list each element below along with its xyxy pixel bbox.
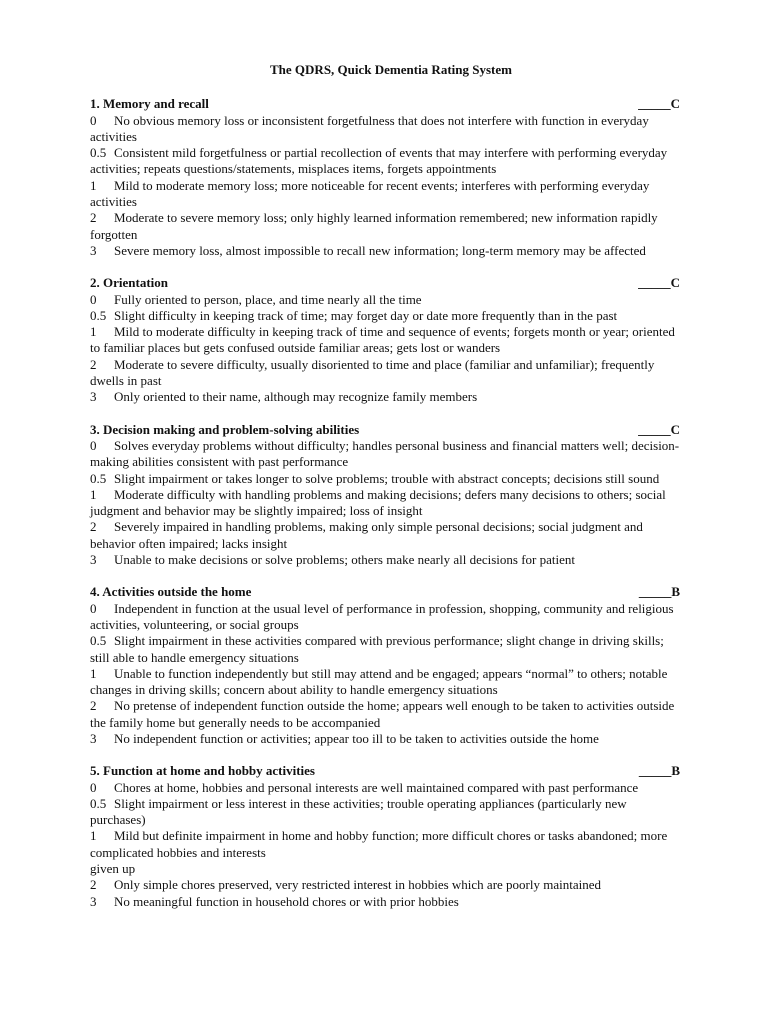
option-description: Unable to function independently but still may attend and be engaged; appears “normal” to others; notable changes in driving skills; concern about ability to handle emergency situations (90, 665, 668, 698)
option-score: 1 (90, 324, 97, 340)
option-description: Slight impairment in these activities compared with previous performance; slight change in driving skills; still able to handle emergency situations (90, 633, 664, 665)
section-rating-blank: _____C (638, 421, 680, 437)
section-heading: 2. Orientation (90, 275, 168, 291)
option-score: 0 (90, 779, 97, 795)
rating-option (90, 519, 680, 552)
option-description: Consistent mild forgetfulness or partial recollection of events that may interfere with performing everyday activities; repeats questions/statements, misplaces items, forgets appointments (90, 145, 668, 177)
option-description: No independent function or activities; appear too ill to be taken to activities outside the home (114, 730, 599, 746)
rating-option (90, 780, 680, 796)
option-score: 0.5 (90, 307, 107, 323)
option-score: 0.5 (90, 470, 107, 486)
section-header (90, 96, 680, 112)
section-header (90, 763, 680, 779)
rating-section (90, 96, 680, 259)
option-score: 2 (90, 356, 97, 372)
option-score: 0 (90, 600, 97, 616)
section-header (90, 275, 680, 291)
option-description: Moderate to severe difficulty, usually disoriented to time and place (familiar and unfamiliar); frequently dwells in past (90, 356, 655, 389)
option-score: 3 (90, 730, 97, 746)
rating-option (90, 601, 680, 634)
option-score: 1 (90, 486, 97, 502)
rating-option (90, 828, 680, 877)
option-description: Only oriented to their name, although may recognize family members (114, 389, 478, 405)
option-score: 1 (90, 665, 97, 681)
rating-option (90, 113, 680, 146)
option-score: 2 (90, 698, 97, 714)
rating-option (90, 324, 680, 357)
option-score: 3 (90, 893, 97, 909)
rating-option (90, 731, 680, 747)
option-description: Moderate to severe memory loss; only highly learned information remembered; new information rapidly forgotten (90, 210, 658, 242)
rating-option (90, 438, 680, 471)
option-score: 0.5 (90, 795, 107, 811)
section-rating-blank: _____B (638, 584, 680, 600)
rating-option (90, 552, 680, 568)
option-score: 1 (90, 828, 97, 844)
option-description: Mild to moderate difficulty in keeping track of time and sequence of events; forgets month or year; oriented to familiar places but gets confused outside familiar areas; gets lost or wanders (90, 324, 675, 356)
document-title: The QDRS, Quick Dementia Rating System (270, 62, 512, 77)
rating-option (90, 389, 680, 405)
rating-option (90, 877, 680, 893)
rating-option (90, 210, 680, 243)
rating-option (90, 633, 680, 666)
section-header (90, 422, 680, 438)
option-description: Moderate difficulty with handling problems and making decisions; defers many decisions to others; social judgment and behavior may be slightly impaired; loss of insight (90, 486, 666, 519)
section-heading: 1. Memory and recall (90, 96, 209, 112)
option-score: 0 (90, 291, 97, 307)
document-page (90, 62, 680, 926)
option-description: Unable to make decisions or solve problems; others make nearly all decisions for patient (114, 552, 576, 568)
option-description: Slight difficulty in keeping track of time; may forget day or date more frequently than in the past (114, 307, 618, 323)
option-description: No obvious memory loss or inconsistent forgetfulness that does not interfere with function in everyday activities (90, 112, 649, 144)
section-heading: 3. Decision making and problem-solving abilities (90, 421, 360, 437)
option-description: Independent in function at the usual level of performance in profession, shopping, community and religious activities, volunteering, or social groups (90, 600, 674, 632)
rating-section (90, 422, 680, 569)
rating-option (90, 357, 680, 390)
rating-section (90, 584, 680, 747)
option-score: 2 (90, 210, 97, 226)
option-score: 0.5 (90, 145, 107, 161)
rating-option (90, 796, 680, 829)
rating-sections (90, 96, 680, 910)
option-score: 2 (90, 519, 97, 535)
rating-option (90, 178, 680, 211)
option-score: 3 (90, 389, 97, 405)
option-description: Chores at home, hobbies and personal interests are well maintained compared with past performance (114, 779, 639, 795)
section-rating-blank: _____B (638, 763, 680, 779)
option-description: Slight impairment or takes longer to solve problems; trouble with abstract concepts; decisions still sound (114, 470, 660, 486)
rating-option (90, 894, 680, 910)
rating-option (90, 243, 680, 259)
rating-section (90, 763, 680, 910)
rating-option (90, 471, 680, 487)
option-description: Only simple chores preserved, very restricted interest in hobbies which are poorly maintained (114, 877, 601, 893)
option-description: Solves everyday problems without difficulty; handles personal business and financial matters well; decision-making abilities consistent with past performance (90, 437, 680, 470)
rating-section (90, 275, 680, 405)
section-rating-blank: _____C (638, 96, 680, 112)
option-score: 1 (90, 177, 97, 193)
option-score: 3 (90, 552, 97, 568)
rating-option (90, 292, 680, 308)
rating-option (90, 666, 680, 699)
rating-option (90, 145, 680, 178)
option-score: 0 (90, 437, 97, 453)
option-description: Mild to moderate memory loss; more noticeable for recent events; interferes with performing everyday activities (90, 177, 650, 210)
option-score: 0.5 (90, 633, 107, 649)
option-score: 0 (90, 112, 97, 128)
option-description: Fully oriented to person, place, and time nearly all the time (114, 291, 422, 307)
option-score: 3 (90, 242, 97, 258)
option-score: 2 (90, 877, 97, 893)
rating-option (90, 308, 680, 324)
rating-option (90, 698, 680, 731)
rating-option (90, 487, 680, 520)
option-description: Severe memory loss, almost impossible to recall new information; long-term memory may be affected (114, 242, 646, 258)
section-heading: 5. Function at home and hobby activities (90, 763, 315, 779)
option-description: Slight impairment or less interest in these activities; trouble operating appliances (particularly new purchases) (90, 795, 627, 828)
section-rating-blank: _____C (638, 275, 680, 291)
option-description: Severely impaired in handling problems, making only simple personal decisions; social judgment and behavior often impaired; lacks insight (90, 519, 643, 551)
section-heading: 4. Activities outside the home (90, 584, 252, 600)
option-description: No pretense of independent function outside the home; appears well enough to be taken to activities outside the family home but generally needs to be accompanied (90, 698, 675, 730)
option-description: Mild but definite impairment in home and hobby function; more difficult chores or tasks abandoned; more complicated hobbies and interests given up (90, 828, 668, 877)
option-description: No meaningful function in household chores or with prior hobbies (114, 893, 459, 909)
section-header (90, 584, 680, 600)
